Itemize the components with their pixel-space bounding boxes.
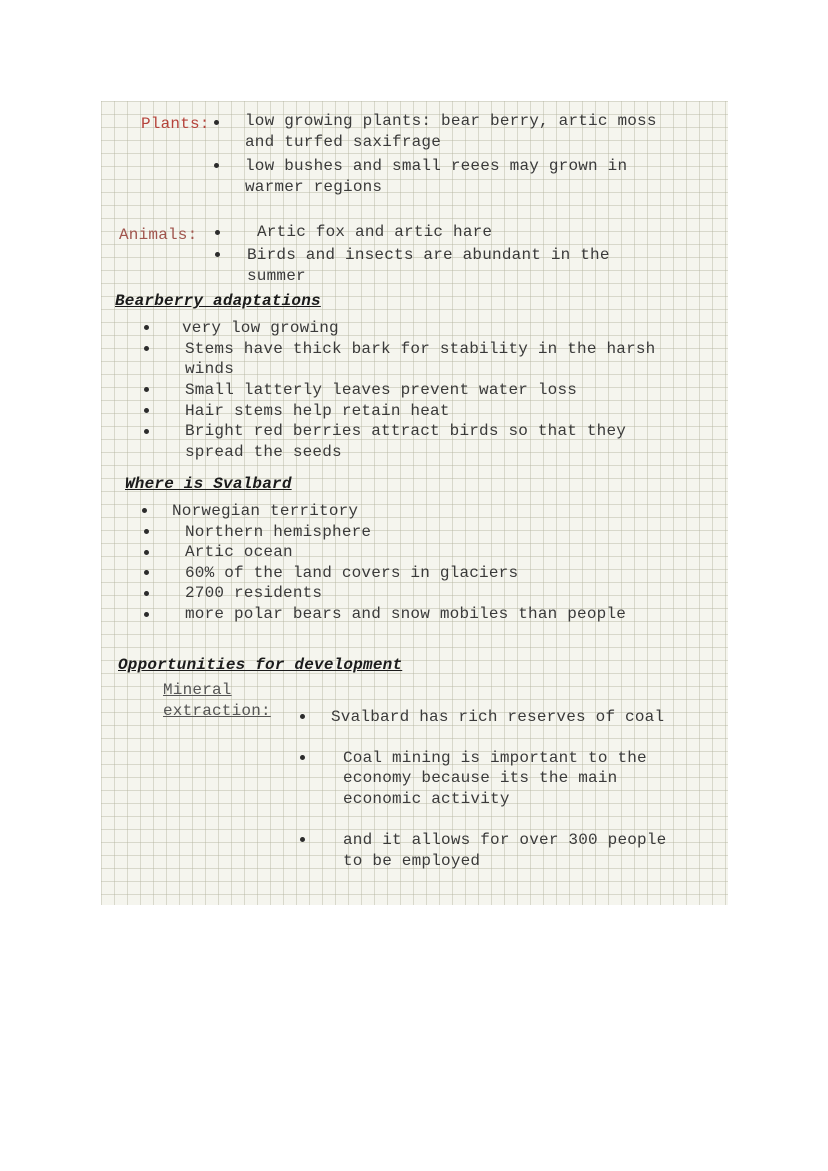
development-item-3-line-2: to be employed — [343, 852, 481, 870]
mineral-label-line-1: Mineral — [163, 681, 232, 699]
svalbard-heading: Where is Svalbard — [125, 475, 292, 493]
plants-label: Plants: — [141, 115, 210, 133]
bullet-dot — [214, 120, 219, 125]
development-item-2-line-1: Coal mining is important to the — [343, 749, 647, 767]
bullet-dot — [215, 252, 220, 257]
svalbard-item-4: 60% of the land covers in glaciers — [185, 564, 519, 582]
bullet-dot — [142, 508, 147, 513]
bullet-dot — [300, 755, 305, 760]
svalbard-item-2: Northern hemisphere — [185, 523, 372, 541]
bullet-dot — [300, 714, 305, 719]
bullet-dot — [215, 230, 220, 235]
development-heading: Opportunities for development — [118, 656, 403, 674]
bearberry-item-5-line-1: Bright red berries attract birds so that they — [185, 422, 627, 440]
bearberry-item-1: very low growing — [182, 319, 339, 337]
bullet-dot — [144, 325, 149, 330]
bearberry-item-4: Hair stems help retain heat — [185, 402, 450, 420]
bullet-dot — [144, 612, 149, 617]
bearberry-item-5-line-2: spread the seeds — [185, 443, 342, 461]
animals-item-1: Artic fox and artic hare — [257, 223, 493, 241]
bullet-dot — [144, 591, 149, 596]
bearberry-item-2-line-2: winds — [185, 360, 235, 378]
animals-label: Animals: — [119, 226, 198, 244]
mineral-label-line-2: extraction: — [163, 702, 271, 720]
development-item-2-line-3: economic activity — [343, 790, 510, 808]
svalbard-item-5: 2700 residents — [185, 584, 323, 602]
bearberry-item-2-line-1: Stems have thick bark for stability in the harsh — [185, 340, 656, 358]
svalbard-item-6: more polar bears and snow mobiles than people — [185, 605, 627, 623]
bullet-dot — [144, 550, 149, 555]
svalbard-item-1: Norwegian territory — [172, 502, 359, 520]
bullet-dot — [144, 387, 149, 392]
animals-item-2-line-2: summer — [247, 267, 306, 285]
plants-item-2-line-2: warmer regions — [245, 178, 383, 196]
development-item-2-line-2: economy because its the main — [343, 769, 618, 787]
animals-item-2-line-1: Birds and insects are abundant in the — [247, 246, 610, 264]
plants-item-1-line-2: and turfed saxifrage — [245, 133, 442, 151]
bullet-dot — [144, 429, 149, 434]
bullet-dot — [214, 163, 219, 168]
bullet-dot — [300, 837, 305, 842]
svalbard-item-3: Artic ocean — [185, 543, 293, 561]
bullet-dot — [144, 408, 149, 413]
bearberry-item-3: Small latterly leaves prevent water loss — [185, 381, 578, 399]
bullet-dot — [144, 570, 149, 575]
bearberry-heading: Bearberry adaptations — [115, 292, 321, 310]
plants-item-1-line-1: low growing plants: bear berry, artic moss — [245, 112, 657, 130]
development-item-1: Svalbard has rich reserves of coal — [331, 708, 665, 726]
plants-item-2-line-1: low bushes and small reees may grown in — [245, 157, 628, 175]
bullet-dot — [144, 346, 149, 351]
development-item-3-line-1: and it allows for over 300 people — [343, 831, 667, 849]
bullet-dot — [144, 529, 149, 534]
